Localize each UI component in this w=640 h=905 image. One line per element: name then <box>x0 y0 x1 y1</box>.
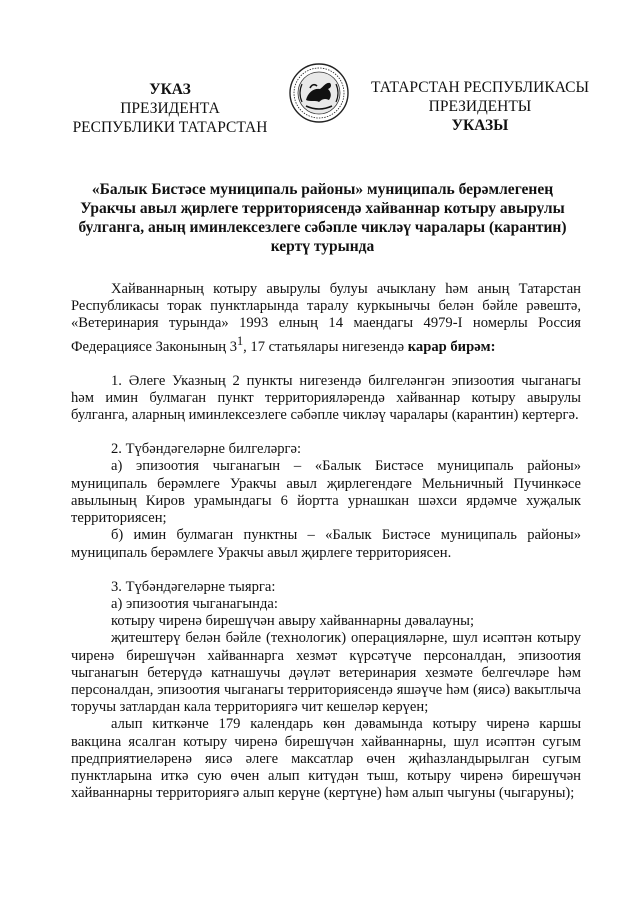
paragraph-2-heading: 2. Түбәндәгеләрне билгеләргә: <box>111 441 302 458</box>
header-right-line-2: ПРЕЗИДЕНТЫ <box>428 98 532 115</box>
paragraph-3-a: а) эпизоотия чыганагында: <box>111 595 278 612</box>
header-left-line-1: УКАЗ <box>149 81 191 98</box>
header-right <box>360 78 600 135</box>
paragraph-2-a: а) эпизоотия чыганагын – «Балык Бистәсе муниципаль районы» муниципаль берәмлеге Уракчы авыл җирлегендәге Мельничный Пучинкәсе авылының Киров урамындагы 6 йортта урнашкан шәхси ярдәмче хуҗалык территориясен; <box>71 458 581 527</box>
preamble-bold: карар бирәм: <box>407 338 496 355</box>
preamble-paragraph <box>71 281 581 356</box>
title-line-1: «Балык Бистәсе муниципаль районы» муниципаль берәмлегенең <box>91 181 554 198</box>
title-line-3: булганга, аның иминлексезлеге сәбәпле чикләү чаралары (карантин) <box>78 219 567 236</box>
paragraph-2-b: б) имин булмаган пунктны – «Балык Бистәсе муниципаль районы» муниципаль берәмлеге Уракчы авыл җирлеге территориясен. <box>71 527 581 561</box>
preamble-sup: 1 <box>237 333 244 348</box>
coat-of-arms-icon <box>288 62 350 124</box>
paragraph-1: 1. Әлеге Указның 2 пункты нигезендә билгеләнгән эпизоотия чыганагы һәм имин булмаган пункт территорияләрендә хайваннар котыру авырулы булганга, аларның иминлексезлеге сәбәпле чикләү чаралары (карантин) кертергә. <box>71 372 581 424</box>
preamble-text-2: , 17 статьялары нигезендә <box>243 338 408 355</box>
header-left <box>60 80 280 137</box>
header-right-line-1: ТАТАРСТАН РЕСПУБЛИКАСЫ <box>371 79 589 96</box>
preamble-text: Хайваннарның котыру авырулы булуы ачыклану һәм аның Татарстан Республикасы торак пунктларында таралу куркынычы белән бәйле рәвештә, «Ветеринария турында» 1993 елның 14 маендагы 4979-I номерлы Россия Федерациясе Законының 3 <box>71 281 581 355</box>
header-left-line-2: ПРЕЗИДЕНТА <box>120 100 220 117</box>
paragraph-3-item-1: котыру чиренә бирешүчән авыру хайваннарны дәвалауны; <box>111 613 475 630</box>
paragraph-3-item-2: җитештерү белән бәйле (технологик) операцияләрне, шул исәптән котыру чиренә бирешүчән хайваннарга хезмәт күрсәтүче персоналдан, эпизоотия чыганагын бетерүдә катнашучы дәүләт ветеринария хезмәте белгечләре һәм персоналдан, эпизоотия чыганагы территориясендә яшәүче һәм (яисә) вакытлыча торучы затлардан кала территориягә чит кешеләр керүен; <box>71 630 581 716</box>
header-left-line-3: РЕСПУБЛИКИ ТАТАРСТАН <box>72 119 268 136</box>
title-line-2: Уракчы авыл җирлеге территориясендә хайваннар котыру авырулы <box>80 200 565 217</box>
paragraph-3-heading: 3. Түбәндәгеләрне тыярга: <box>111 578 276 595</box>
decree-body <box>71 281 581 802</box>
paragraph-3-item-3: алып киткәнче 179 календарь көн дәвамында котыру чиренә каршы вакцина ясалган котыру чиренә бирешүчән хайваннарны, шул исәптән сугым предприятиеләренә яисә әлеге максатлар өчен җиһазландырылган сугым пунктларына иткә сую өчен алып китүдән тыш, котыру чиренә бирешүчән хайваннарны территориягә алып керүне (кертүне) һәм алып чыгуны (чыгаруны); <box>71 716 581 802</box>
decree-title <box>70 180 575 256</box>
header-right-line-3: УКАЗЫ <box>451 117 509 134</box>
title-line-4: кертү турында <box>270 238 375 255</box>
